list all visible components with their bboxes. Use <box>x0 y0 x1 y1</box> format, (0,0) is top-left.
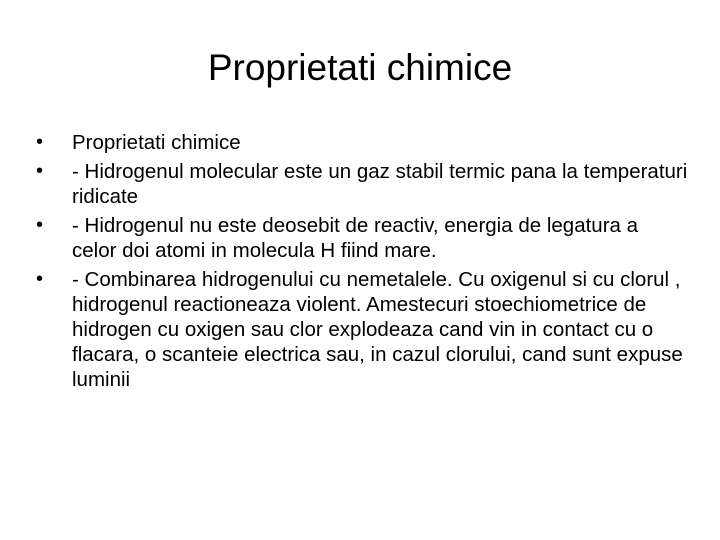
bullet-text: - Hidrogenul molecular este un gaz stabil termic pana la temperaturi ridicate <box>72 160 688 208</box>
slide-title: Proprietati chimice <box>207 47 513 88</box>
bullet-item <box>36 267 688 392</box>
bullet-item <box>36 213 688 263</box>
bullet-icon: • <box>36 131 44 153</box>
bullet-text: Proprietati chimice <box>72 131 241 154</box>
bullet-icon: • <box>36 160 44 182</box>
bullet-text: - Combinarea hidrogenului cu nemetalele. Cu oxigenul si cu clorul , hidrogenul reactioneaza violent. Amestecuri stoechiometrice de hidrogen cu oxigen sau clor explodeaza cand vin in contact cu o flacara, o scanteie electrica sau, in cazul clorului, cand sunt expuse luminii <box>72 268 683 391</box>
bullet-list <box>36 130 688 396</box>
bullet-icon: • <box>36 268 44 290</box>
bullet-item <box>36 159 688 209</box>
bullet-icon: • <box>36 214 44 236</box>
bullet-text: - Hidrogenul nu este deosebit de reactiv, energia de legatura a celor doi atomi in molecula H fiind mare. <box>72 214 639 262</box>
bullet-item <box>36 130 688 155</box>
